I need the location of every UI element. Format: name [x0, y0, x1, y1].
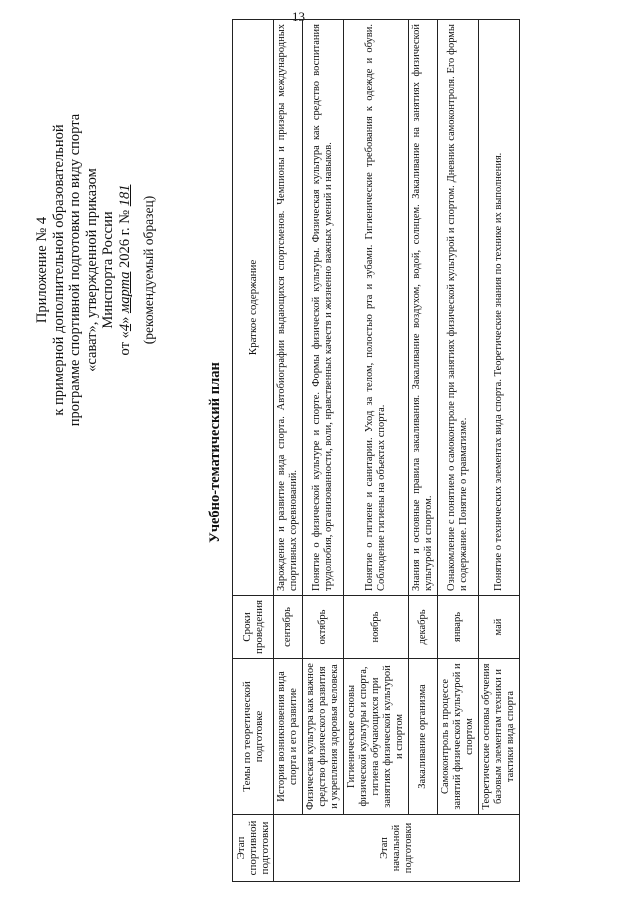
table-row: [303, 20, 344, 882]
topic-cell: Самоконтроль в процессе занятий физической культурой и спортом: [438, 659, 479, 815]
appendix-line-3: программе спортивной подготовки по виду спорта: [67, 113, 83, 427]
appendix-number: Приложение № 4: [34, 216, 50, 324]
date-mid: »: [116, 313, 133, 324]
header-term: Сроки проведения: [233, 596, 274, 659]
date-month: марта: [116, 271, 133, 314]
term-cell: декабрь: [409, 596, 438, 659]
topic-cell: История возникновения вида спорта и его развитие: [274, 659, 303, 815]
content-cell: Ознакомление с понятием о самоконтроле при занятиях физической культурой и спортом. Дневник самоконтроля. Его формы и содержание. Понятие о травматизме.: [438, 20, 479, 596]
table-row: [274, 20, 303, 882]
content-cell: Зарождение и развитие вида спорта. Автобиографии выдающихся спортсменов. Чемпионы и призеры международных спортивных соревнований.: [274, 20, 303, 596]
table-row: [438, 20, 479, 882]
appendix-header: [34, 90, 158, 450]
appendix-line-5: Минспорта России: [100, 211, 116, 329]
header-topic: Темы по теоретической подготовке: [233, 659, 274, 815]
content-cell: Понятие о гигиене и санитарии. Уход за телом, полостью рта и зубами. Гигиенические требования к одежде и обуви. Соблюдение гигиены на объектах спорта.: [344, 20, 409, 596]
plan-title: Учебно-тематический план: [207, 362, 223, 543]
term-cell: ноябрь: [344, 596, 409, 659]
page-number: 13: [292, 9, 305, 24]
plan-table: [232, 19, 520, 882]
table-header-row: [233, 20, 274, 882]
term-cell: октябрь: [303, 596, 344, 659]
content-cell: Понятие о технических элементах вида спорта. Теоретические знания по технике их выполнения.: [479, 20, 520, 596]
date-prefix: от «: [116, 331, 133, 356]
date-day: 4: [116, 323, 133, 332]
table-row: [344, 20, 409, 882]
content-cell: Понятие о физической культуре и спорте. Формы физической культуры. Физическая культура как средство воспитания трудолюбия, организованности, воли, нравственных качеств и жизненно важных умений и навыков.: [303, 20, 344, 596]
table-row: [479, 20, 520, 882]
header-content: Краткое содержание: [233, 20, 274, 596]
topic-cell: Закаливание организма: [409, 659, 438, 815]
header-stage: Этап спортивной подготовки: [233, 815, 274, 882]
date-year: 2026 г. №: [116, 206, 133, 272]
term-cell: май: [479, 596, 520, 659]
stage-cell: Этап начальной подготовки: [274, 815, 520, 882]
recommended-note: (рекомендуемый образец): [141, 195, 156, 345]
table-row: [409, 20, 438, 882]
topic-cell: Гигиенические основы физической культуры и спорта, гигиена обучающихся при занятиях физической культурой и спортом: [344, 659, 409, 815]
appendix-line-4: «сават», утвержденной приказом: [83, 168, 100, 372]
order-number: 181: [116, 184, 133, 207]
topic-cell: Теоретические основы обучения базовым элементам техники и тактики вида спорта: [479, 659, 520, 815]
term-cell: январь: [438, 596, 479, 659]
order-date-line: [117, 90, 134, 450]
term-cell: сентябрь: [274, 596, 303, 659]
topic-cell: Физическая культура как важное средство физического развития и укрепления здоровья человека: [303, 659, 344, 815]
content-cell: Знания и основные правила закаливания. Закаливание воздухом, водой, солнцем. Закаливание на занятиях физической культурой и спортом.: [409, 20, 438, 596]
appendix-line-2: к примерной дополнительной образовательной: [50, 124, 67, 416]
